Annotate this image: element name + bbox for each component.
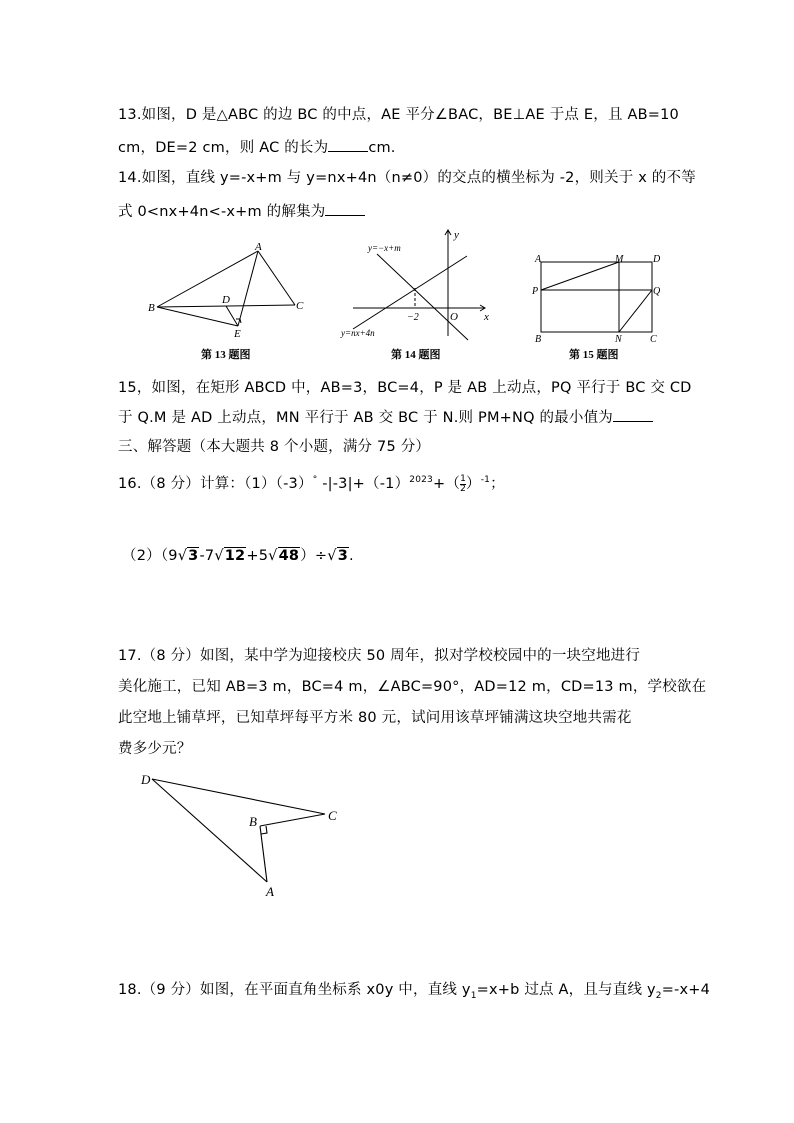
q13-line2-unit: cm.: [368, 140, 396, 156]
tick-minus2: −2: [407, 312, 419, 323]
q16-close: ）: [466, 476, 481, 492]
q14-line2: [118, 200, 365, 221]
label-N: N: [615, 334, 622, 345]
q15-line1: 15，如图，在矩形 ABCD 中，AB=3，BC=4，P 是 AB 上动点，PQ 平行于 BC 交 CD: [118, 380, 692, 396]
label-B: B: [249, 814, 257, 829]
sqrt-3-divisor: √3: [327, 548, 348, 564]
figure-17-drawing: [135, 768, 350, 903]
answer-blank: [613, 409, 653, 422]
figure-13: [145, 240, 315, 345]
answer-blank: [325, 203, 365, 216]
q16-plus5: +5: [246, 548, 269, 564]
label-C: C: [650, 334, 657, 345]
axis-x-label: x: [484, 311, 489, 323]
q16-plus: +（: [433, 476, 461, 492]
q16-end: .: [349, 548, 354, 564]
sqrt-3: √3: [177, 548, 199, 564]
q16-semicolon: ；: [490, 476, 505, 492]
figure-13-caption: 第 13 题图: [201, 349, 251, 361]
radicand: 12: [224, 548, 246, 564]
figure-13-drawing: [145, 240, 315, 345]
answer-blank: [328, 139, 368, 152]
radicand: 3: [188, 548, 199, 564]
q15-line2-text: 于 Q.M 是 AD 上动点，MN 平行于 AB 交 BC 于 N.则 PM+NQ 的最小值为: [118, 410, 613, 426]
q16-part1: [118, 472, 505, 494]
sqrt-12: √12: [214, 548, 246, 564]
figure-14-caption: 第 14 题图: [391, 349, 441, 361]
q18-part3: =-x+4: [661, 982, 711, 998]
label-E: E: [234, 328, 241, 340]
label-P: P: [532, 286, 539, 297]
origin-label: O: [450, 311, 458, 323]
q18-part2: =x+b 过点 A，且与直线 y: [476, 982, 656, 998]
section-3-heading: 三、解答题（本大题共 8 个小题，满分 75 分）: [118, 439, 431, 455]
q18-subscript-2: 2: [655, 990, 662, 1001]
radicand: 3: [337, 548, 348, 564]
axis-y-label: y: [454, 229, 459, 241]
q14-line2-text: 式 0<nx+4n<-x+m 的解集为: [118, 204, 326, 220]
q16-exponent-2023: 2023: [409, 475, 433, 486]
figure-14-drawing: [335, 226, 500, 344]
q18-subscript-1: 1: [470, 990, 477, 1001]
figure-15-caption: 第 15 题图: [569, 349, 619, 361]
fraction-denominator: 2: [460, 483, 466, 494]
q16-part2-a: （2）（9: [122, 548, 178, 564]
q16-part1-b: -|-3|+（-1）: [322, 476, 410, 492]
label-M: M: [615, 254, 624, 265]
figure-15: [528, 250, 668, 346]
label-C: C: [296, 300, 304, 312]
line-label-2: y=nx+4n: [341, 328, 375, 338]
q15-line2: [118, 406, 653, 427]
q16-part2: [122, 544, 354, 565]
q17-line3: 此空地上铺草坪，已知草坪每平方米 80 元，试问用该草坪铺满这块空地共需花: [118, 710, 632, 726]
figure-14: [335, 226, 500, 344]
degree-exponent: °: [312, 475, 318, 486]
sqrt-48: √48: [268, 548, 300, 564]
label-B: B: [148, 302, 155, 314]
q16-exponent-neg1: -1: [480, 475, 491, 486]
label-C: C: [328, 808, 337, 823]
radicand: 48: [278, 548, 300, 564]
q13-line2: [118, 136, 396, 157]
q18-part1: 18.（9 分）如图，在平面直角坐标系 x0y 中，直线 y: [118, 982, 471, 998]
figure-17: [135, 768, 350, 903]
q17-line4: 费多少元？: [118, 741, 192, 757]
label-Q: Q: [653, 286, 661, 297]
q16-part1-a: 16.（8 分）计算：（1）（-3）: [118, 476, 313, 492]
label-D: D: [653, 254, 661, 265]
label-A: A: [255, 241, 262, 253]
q13-line1: 13.如图，D 是△ABC 的边 BC 的中点，AE 平分∠BAC，BE⊥AE 于点 E，且 AB=10: [118, 107, 679, 123]
q17-line2: 美化施工，已知 AB=3 m，BC=4 m，∠ABC=90°，AD=12 m，CD=13 m，学校欲在: [118, 679, 707, 695]
label-A: A: [535, 254, 542, 265]
q18-line1: [118, 978, 710, 1001]
fraction-numerator: 1: [460, 473, 466, 484]
q14-line1: 14.如图，直线 y=-x+m 与 y=nx+4n（n≠0）的交点的横坐标为 -2，则关于 x 的不等: [118, 170, 696, 186]
line-label-1: y=−x+m: [368, 243, 401, 253]
q16-minus7: -7: [199, 548, 215, 564]
label-A: A: [266, 884, 274, 899]
q13-line2-text: cm，DE=2 cm，则 AC 的长为: [118, 140, 329, 156]
q16-divide: ）÷: [300, 548, 328, 564]
label-D: D: [222, 294, 230, 306]
label-B: B: [535, 334, 542, 345]
q17-line1: 17.（8 分）如图，某中学为迎接校庆 50 周年，拟对学校校园中的一块空地进行: [118, 648, 641, 664]
label-D: D: [141, 772, 151, 787]
figure-15-drawing: [528, 250, 668, 346]
